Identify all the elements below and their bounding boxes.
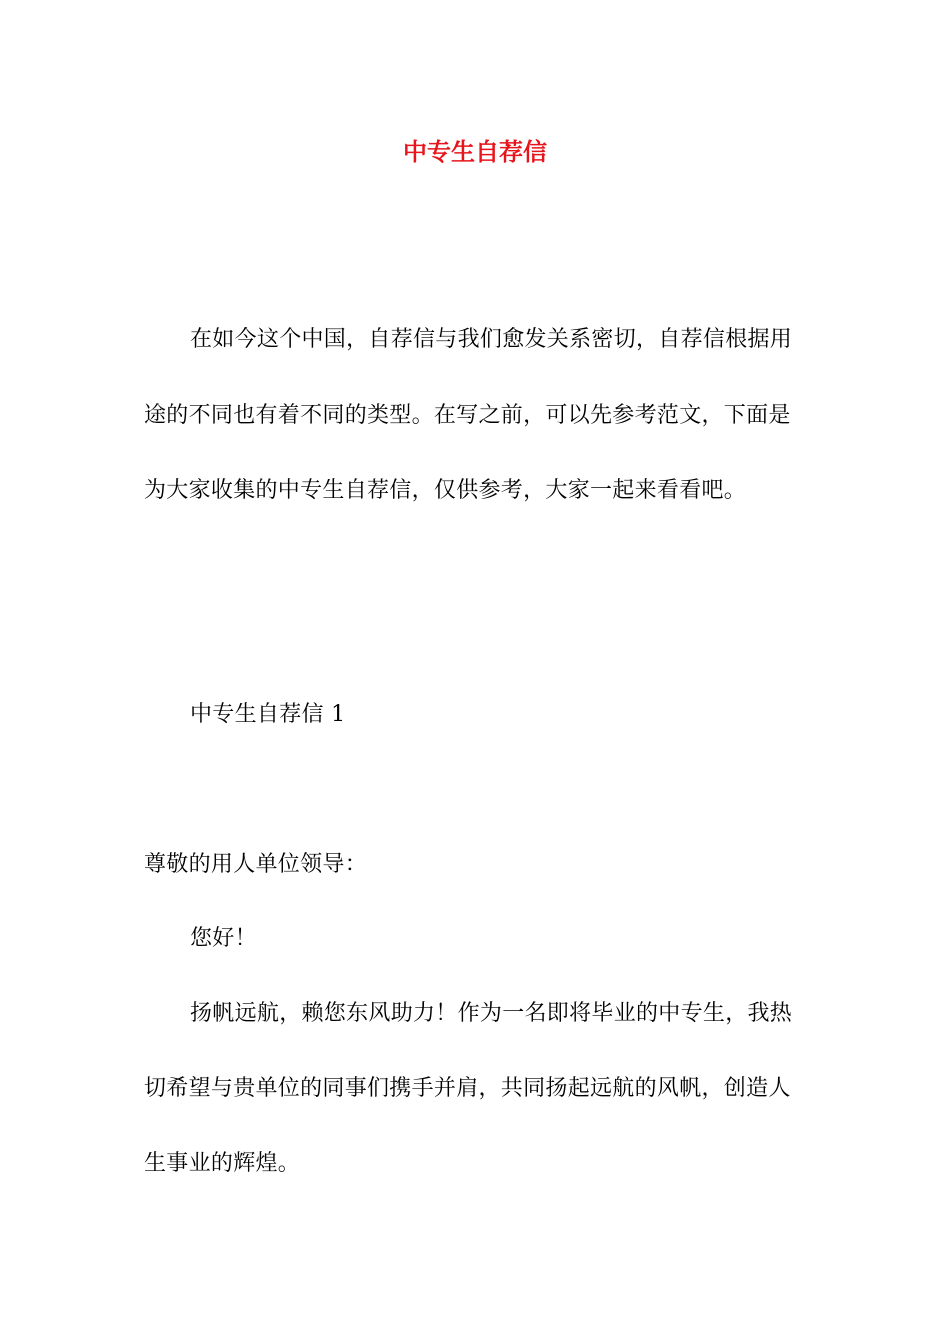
body-line-1: 扬帆远航，赖您东风助力！作为一名即将毕业的中专生，我热 xyxy=(190,1001,793,1026)
greeting: 您好！ xyxy=(190,926,257,951)
intro-line-1: 在如今这个中国，自荐信与我们愈发关系密切，自荐信根据用 xyxy=(190,327,793,352)
salutation: 尊敬的用人单位领导： xyxy=(144,852,368,877)
intro-line-3: 为大家收集的中专生自荐信，仅供参考，大家一起来看看吧。 xyxy=(144,478,747,503)
page-title: 中专生自荐信 xyxy=(403,138,547,166)
body-line-2: 切希望与贵单位的同事们携手并肩，共同扬起远航的风帆，创造人 xyxy=(144,1076,791,1101)
body-line-3: 生事业的辉煌。 xyxy=(144,1151,301,1176)
section-heading: 中专生自荐信 1 xyxy=(190,702,346,727)
intro-line-2: 途的不同也有着不同的类型。在写之前，可以先参考范文，下面是 xyxy=(144,403,791,428)
